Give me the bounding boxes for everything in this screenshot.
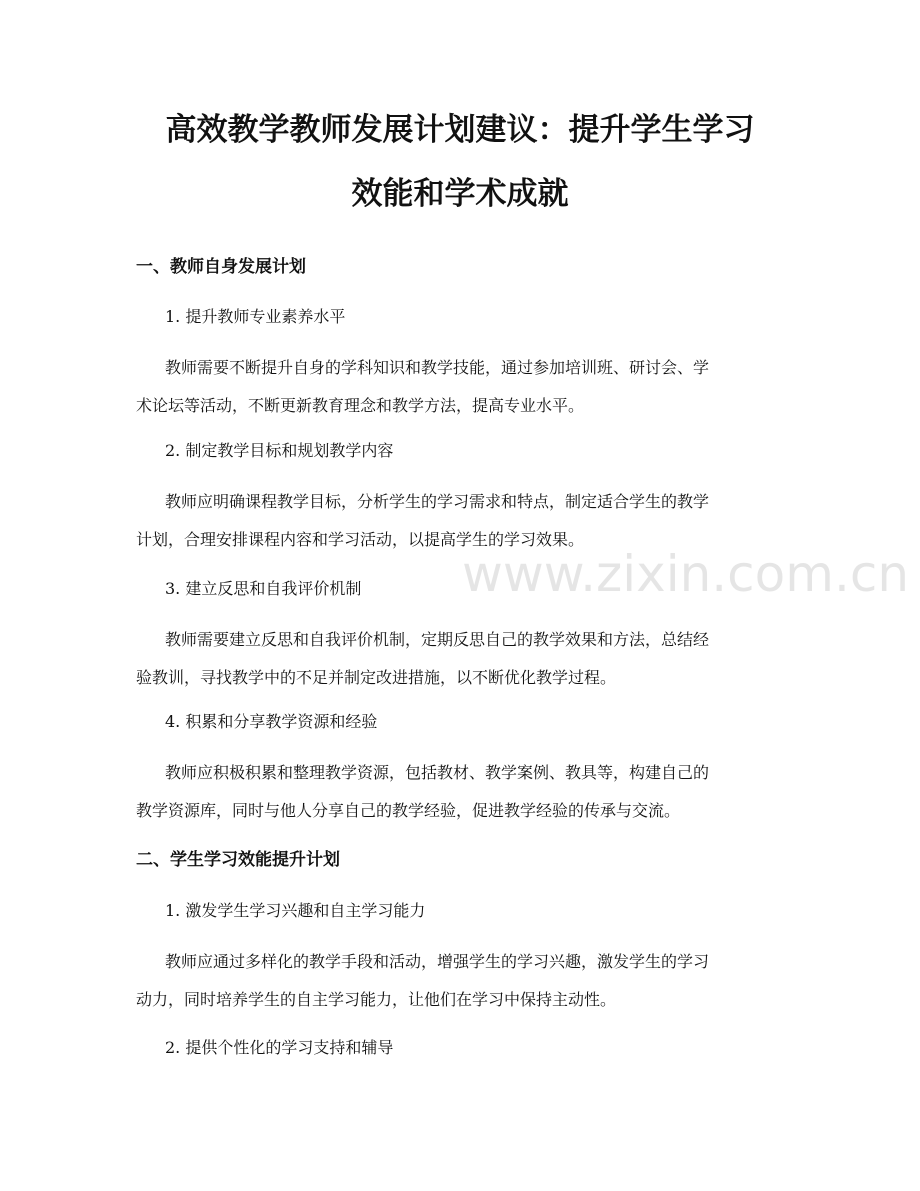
- subheading: 1. 激发学生学习兴趣和自主学习能力: [165, 901, 426, 920]
- paragraph-line: 教师应明确课程教学目标，分析学生的学习需求和特点，制定适合学生的教学: [165, 492, 710, 511]
- paragraph-line: 教师应通过多样化的教学手段和活动，增强学生的学习兴趣，激发学生的学习: [165, 952, 710, 971]
- paragraph-line: 教师应积极积累和整理教学资源，包括教材、教学案例、教具等，构建自己的: [165, 763, 710, 782]
- section-heading: 一、教师自身发展计划: [136, 257, 306, 277]
- subheading: 2. 提供个性化的学习支持和辅导: [165, 1038, 394, 1057]
- paragraph-line: 教师需要建立反思和自我评价机制，定期反思自己的教学效果和方法，总结经: [165, 630, 710, 649]
- paragraph-line: 教学资源库，同时与他人分享自己的教学经验，促进教学经验的传承与交流。: [136, 801, 681, 820]
- document-title-line-1: 高效教学教师发展计划建议：提升学生学习: [165, 112, 755, 148]
- paragraph: [136, 349, 784, 425]
- subheading: 1. 提升教师专业素养水平: [165, 307, 346, 326]
- paragraph: [136, 943, 784, 1019]
- document-title-line-2: 效能和学术成就: [351, 176, 569, 212]
- paragraph: [136, 621, 784, 697]
- section-heading: 二、学生学习效能提升计划: [136, 850, 340, 870]
- paragraph: [136, 483, 784, 559]
- paragraph-line: 动力，同时培养学生的自主学习能力，让他们在学习中保持主动性。: [136, 990, 617, 1009]
- paragraph-line: 验教训，寻找教学中的不足并制定改进措施，以不断优化教学过程。: [136, 668, 617, 687]
- subheading: 3. 建立反思和自我评价机制: [165, 579, 362, 598]
- paragraph-line: 计划，合理安排课程内容和学习活动，以提高学生的学习效果。: [136, 530, 585, 549]
- paragraph-line: 术论坛等活动，不断更新教育理念和教学方法，提高专业水平。: [136, 396, 585, 415]
- watermark: www.zixin.com.cn: [462, 545, 910, 603]
- subheading: 4. 积累和分享教学资源和经验: [165, 712, 378, 731]
- subheading: 2. 制定教学目标和规划教学内容: [165, 441, 394, 460]
- paragraph: [136, 754, 784, 830]
- paragraph-line: 教师需要不断提升自身的学科知识和教学技能，通过参加培训班、研讨会、学: [165, 358, 710, 377]
